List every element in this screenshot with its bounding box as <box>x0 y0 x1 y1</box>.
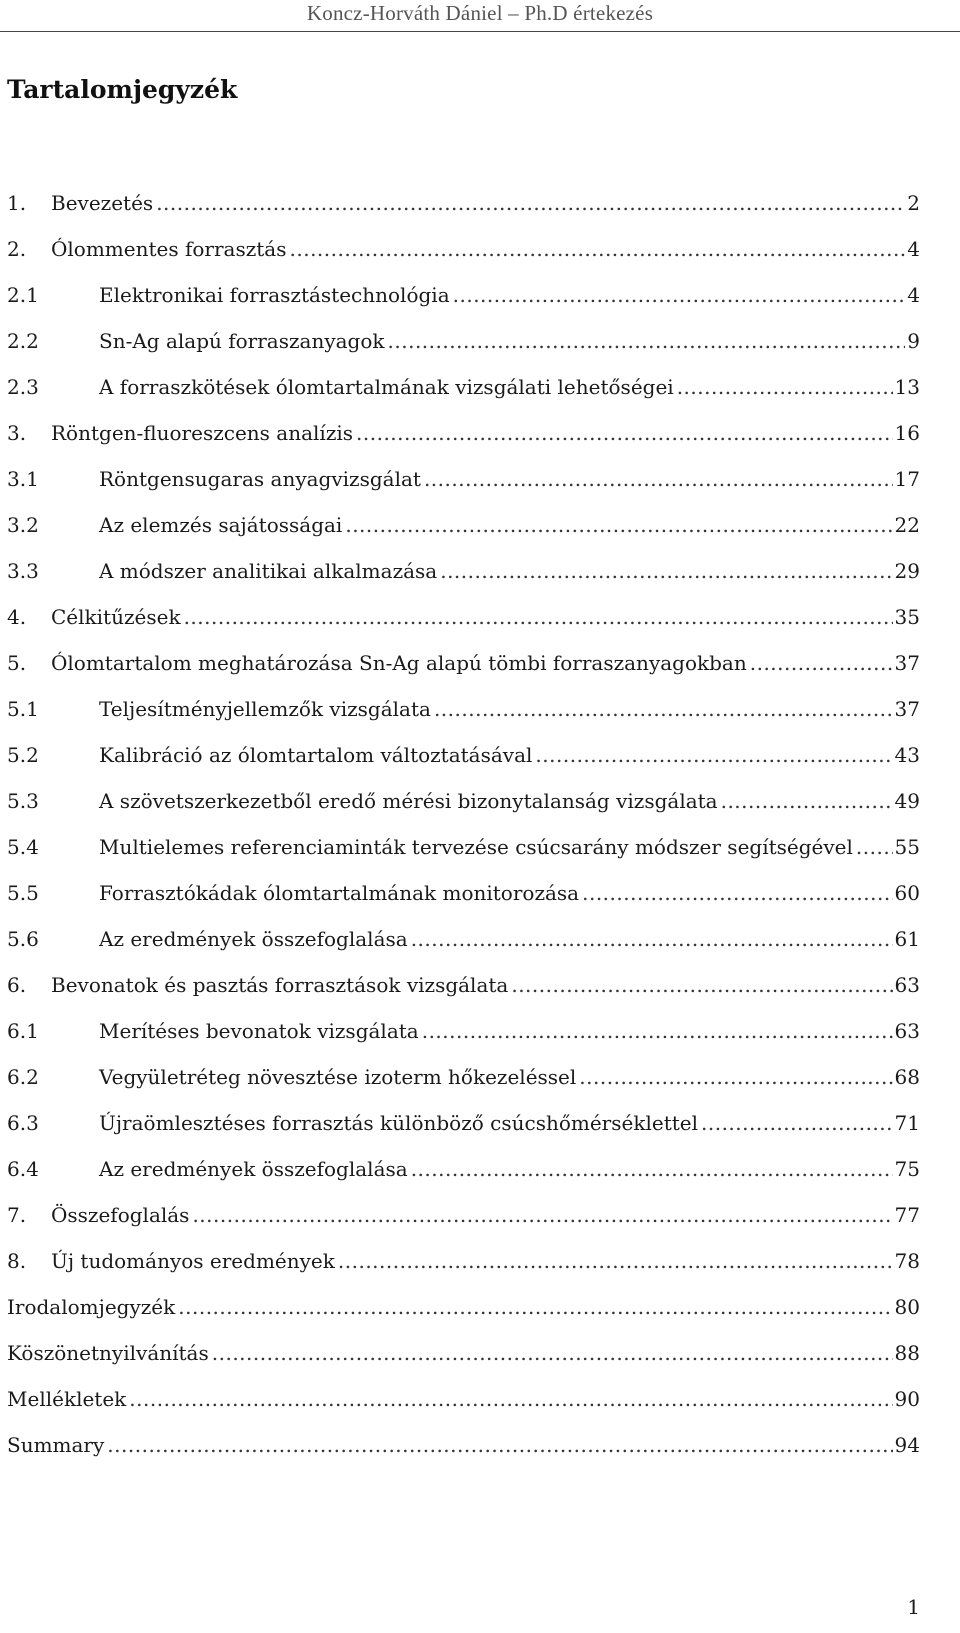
toc-entry-title: Röntgensugaras anyagvizsgálat <box>99 467 421 491</box>
toc-entry-number: 6.4 <box>7 1157 39 1181</box>
toc-entry-page: 9 <box>907 329 920 353</box>
toc-entry[interactable] <box>7 502 920 548</box>
dot-leader <box>511 973 892 997</box>
toc-entry-number: 6.1 <box>7 1019 39 1043</box>
toc-entry[interactable] <box>7 1284 920 1330</box>
toc-entry-page: 2 <box>907 191 920 215</box>
toc-entry-number: 5.5 <box>7 881 39 905</box>
toc-entry-number: 3.3 <box>7 559 39 583</box>
dot-leader <box>721 789 893 813</box>
toc-entry-number: 6.3 <box>7 1111 39 1135</box>
toc-entry-page: 4 <box>907 283 920 307</box>
dot-leader <box>212 1341 893 1365</box>
toc-entry-title: Köszönetnyilvánítás <box>7 1341 209 1365</box>
toc-entry[interactable] <box>7 1192 920 1238</box>
toc-entry-page: 60 <box>894 881 920 905</box>
toc-entry-number: 6.2 <box>7 1065 39 1089</box>
toc-entry-number: 3.1 <box>7 467 39 491</box>
dot-leader <box>582 881 892 905</box>
toc-entry-title: A szövetszerkezetből eredő mérési bizonytalanság vizsgálata <box>99 789 718 813</box>
toc-entry[interactable] <box>7 686 920 732</box>
dot-leader <box>856 835 893 859</box>
toc-entry-page: 63 <box>894 973 920 997</box>
toc-entry-title: Ólomtartalom meghatározása Sn-Ag alapú tömbi forraszanyagokban <box>51 651 747 675</box>
toc-entry-title: Az eredmények összefoglalása <box>99 927 408 951</box>
toc-entry-title: Az elemzés sajátosságai <box>99 513 343 537</box>
dot-leader <box>677 375 893 399</box>
toc-entry-page: 88 <box>894 1341 920 1365</box>
toc-entry-title: Multielemes referenciaminták tervezése csúcsarány módszer segítségével <box>99 835 853 859</box>
dot-leader <box>453 283 906 307</box>
toc-entry-number: 8. <box>7 1249 27 1273</box>
toc-entry[interactable] <box>7 1100 920 1146</box>
dot-leader <box>440 559 892 583</box>
toc-entry-page: 4 <box>907 237 920 261</box>
dot-leader <box>338 1249 893 1273</box>
toc-entry-number: 7. <box>7 1203 27 1227</box>
toc-entry-page: 90 <box>894 1387 920 1411</box>
toc-entry[interactable] <box>7 594 920 640</box>
toc-entry-title: Forrasztókádak ólomtartalmának monitorozása <box>99 881 580 905</box>
toc-entry-number: 5. <box>7 651 27 675</box>
dot-leader <box>184 605 893 629</box>
page-title: Tartalomjegyzék <box>7 75 238 104</box>
toc-entry-page: 55 <box>894 835 920 859</box>
toc-entry-title: Új tudományos eredmények <box>51 1249 335 1273</box>
toc-entry-number: 5.4 <box>7 835 39 859</box>
dot-leader <box>750 651 893 675</box>
dot-leader <box>345 513 892 537</box>
toc-entry-number: 5.2 <box>7 743 39 767</box>
toc-entry[interactable] <box>7 456 920 502</box>
toc-entry-number: 3. <box>7 421 27 445</box>
toc-entry[interactable] <box>7 226 920 272</box>
toc-entry[interactable] <box>7 640 920 686</box>
toc-entry-page: 22 <box>894 513 920 537</box>
dot-leader <box>422 1019 893 1043</box>
toc-entry-page: 61 <box>894 927 920 951</box>
toc-entry-page: 63 <box>894 1019 920 1043</box>
dot-leader <box>156 191 905 215</box>
toc-entry[interactable] <box>7 410 920 456</box>
dot-leader <box>129 1387 892 1411</box>
toc-entry[interactable] <box>7 732 920 778</box>
toc-entry-title: Összefoglalás <box>51 1203 190 1227</box>
toc-entry[interactable] <box>7 318 920 364</box>
toc-entry[interactable] <box>7 180 920 226</box>
toc-entry-number: 6. <box>7 973 27 997</box>
toc-entry-number: 3.2 <box>7 513 39 537</box>
toc-entry[interactable] <box>7 1054 920 1100</box>
toc-entry-page: 77 <box>894 1203 920 1227</box>
toc-entry-number: 2.2 <box>7 329 39 353</box>
toc-entry-title: Az eredmények összefoglalása <box>99 1157 408 1181</box>
toc-entry-number: 2.1 <box>7 283 39 307</box>
toc-entry-page: 37 <box>894 651 920 675</box>
toc-entry-page: 17 <box>894 467 920 491</box>
toc-entry[interactable] <box>7 1330 920 1376</box>
toc-entry[interactable] <box>7 870 920 916</box>
toc-entry-number: 2. <box>7 237 27 261</box>
dot-leader <box>388 329 906 353</box>
toc-entry[interactable] <box>7 962 920 1008</box>
toc-entry-title: Célkitűzések <box>51 605 181 629</box>
toc-entry-title: Kalibráció az ólomtartalom változtatásával <box>99 743 533 767</box>
dot-leader <box>192 1203 892 1227</box>
running-header: Koncz-Horváth Dániel – Ph.D értekezés <box>306 1 654 25</box>
toc-entry-number: 5.6 <box>7 927 39 951</box>
toc-entry-title: Bevezetés <box>51 191 154 215</box>
toc-entry[interactable] <box>7 548 920 594</box>
toc-entry-number: 5.1 <box>7 697 39 721</box>
toc-entry-number: 5.3 <box>7 789 39 813</box>
toc-entry-page: 80 <box>894 1295 920 1319</box>
dot-leader <box>290 237 906 261</box>
toc-entry[interactable] <box>7 1008 920 1054</box>
table-of-contents <box>7 180 920 1468</box>
toc-entry-page: 94 <box>894 1433 920 1457</box>
toc-entry-title: Irodalomjegyzék <box>7 1295 176 1319</box>
toc-entry-number: 4. <box>7 605 27 629</box>
dot-leader <box>356 421 893 445</box>
toc-entry[interactable] <box>7 1238 920 1284</box>
dot-leader <box>424 467 893 491</box>
toc-entry-page: 49 <box>894 789 920 813</box>
toc-entry-page: 35 <box>894 605 920 629</box>
dot-leader <box>701 1111 893 1135</box>
dot-leader <box>411 1157 893 1181</box>
toc-entry-page: 68 <box>894 1065 920 1089</box>
toc-entry-title: Bevonatok és pasztás forrasztások vizsgálata <box>51 973 509 997</box>
page-number: 1 <box>907 1595 920 1619</box>
toc-entry[interactable] <box>7 1376 920 1422</box>
toc-entry-title: Summary <box>7 1433 105 1457</box>
toc-entry-title: A módszer analitikai alkalmazása <box>99 559 438 583</box>
toc-entry-title: Merítéses bevonatok vizsgálata <box>99 1019 419 1043</box>
toc-entry[interactable] <box>7 272 920 318</box>
toc-entry[interactable] <box>7 824 920 870</box>
toc-entry-page: 29 <box>894 559 920 583</box>
dot-leader <box>535 743 892 767</box>
toc-entry-page: 43 <box>894 743 920 767</box>
toc-entry-title: Ólommentes forrasztás <box>51 237 287 261</box>
toc-entry-page: 13 <box>894 375 920 399</box>
toc-entry-title: Elektronikai forrasztástechnológia <box>99 283 450 307</box>
toc-entry-title: Röntgen-fluoreszcens analízis <box>51 421 354 445</box>
toc-entry[interactable] <box>7 1422 920 1468</box>
toc-entry[interactable] <box>7 1146 920 1192</box>
toc-entry-number: 1. <box>7 191 27 215</box>
toc-entry-title: Újraömlesztéses forrasztás különböző csúcshőmérséklettel <box>99 1111 698 1135</box>
toc-entry-page: 71 <box>894 1111 920 1135</box>
dot-leader <box>411 927 893 951</box>
toc-entry-page: 75 <box>894 1157 920 1181</box>
toc-entry-title: Teljesítményjellemzők vizsgálata <box>99 697 431 721</box>
toc-entry-number: 2.3 <box>7 375 39 399</box>
toc-entry-page: 37 <box>894 697 920 721</box>
dot-leader <box>178 1295 892 1319</box>
toc-entry[interactable] <box>7 364 920 410</box>
toc-entry[interactable] <box>7 916 920 962</box>
toc-entry-title: Sn-Ag alapú forraszanyagok <box>99 329 385 353</box>
dot-leader <box>434 697 893 721</box>
toc-entry[interactable] <box>7 778 920 824</box>
dot-leader <box>107 1433 892 1457</box>
toc-entry-title: Mellékletek <box>7 1387 127 1411</box>
toc-entry-page: 78 <box>894 1249 920 1273</box>
toc-entry-title: A forraszkötések ólomtartalmának vizsgálati lehetőségei <box>99 375 674 399</box>
toc-entry-title: Vegyületréteg növesztése izoterm hőkezeléssel <box>99 1065 577 1089</box>
toc-entry-page: 16 <box>894 421 920 445</box>
dot-leader <box>579 1065 892 1089</box>
header-divider <box>0 31 960 32</box>
